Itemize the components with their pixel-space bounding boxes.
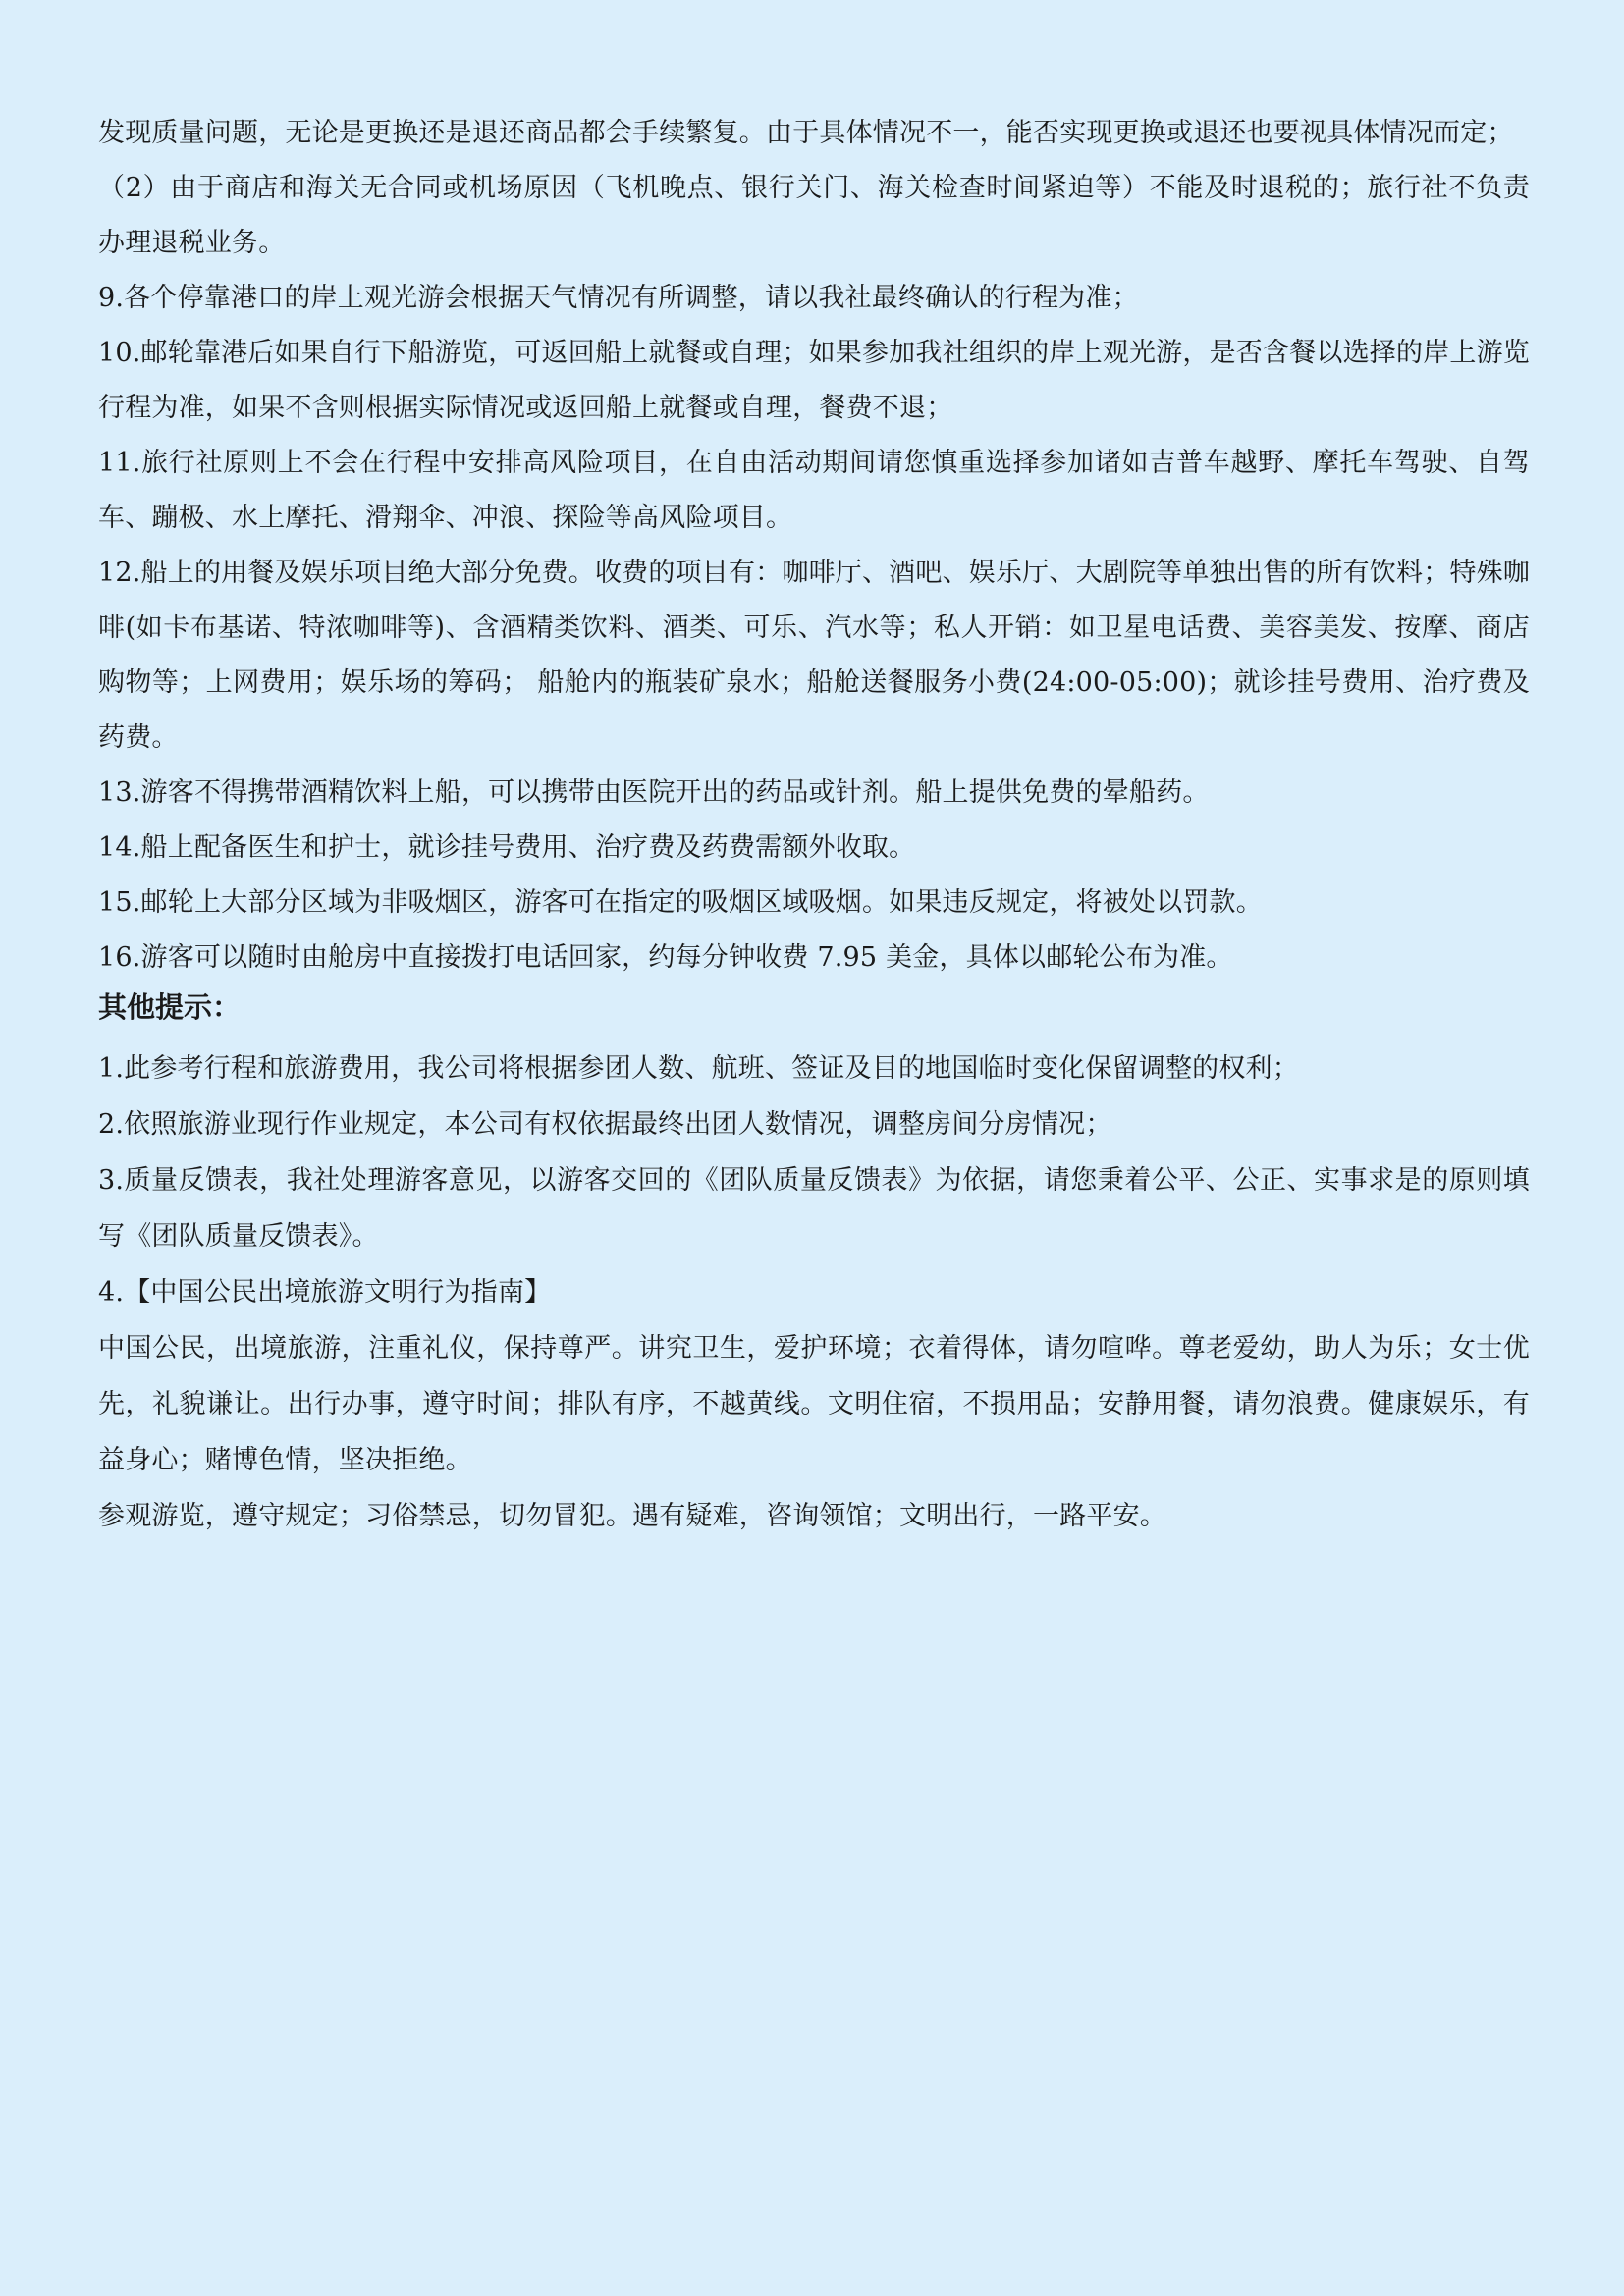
tip-paragraph: 1.此参考行程和旅游费用，我公司将根据参团人数、航班、签证及目的地国临时变化保留调整的权利；: [98, 1053, 1299, 1084]
other-tips-heading: 其他提示：: [98, 990, 242, 1024]
other-tips-section: [98, 986, 1530, 1544]
note-paragraph: 发现质量问题，无论是更换还是退还商品都会手续繁复。由于具体情况不一，能否实现更换或退还也要视具体情况而定；: [98, 118, 1514, 148]
tip-paragraph: 中国公民，出境旅游，注重礼仪，保持尊严。讲究卫生，爱护环境；衣着得体，请勿喧哗。尊老爱幼，助人为乐；女士优先，礼貌谦让。出行办事，遵守时间；排队有序，不越黄线。文明住宿，不损用品；安静用餐，请勿浪费。健康娱乐，有益身心；赌博色情，坚决拒绝。: [98, 1333, 1530, 1475]
note-paragraph: 16.游客可以随时由舱房中直接拨打电话回家，约每分钟收费 7.95 美金，具体以邮轮公布为准。: [98, 942, 1233, 973]
document-page: [98, 106, 1530, 1544]
note-paragraph: （2）由于商店和海关无合同或机场原因（飞机晚点、银行关门、海关检查时间紧迫等）不能及时退税的；旅行社不负责办理退税业务。: [98, 173, 1530, 258]
note-paragraph: 14.船上配备医生和护士，就诊挂号费用、治疗费及药费需额外收取。: [98, 832, 916, 863]
note-paragraph: 12.船上的用餐及娱乐项目绝大部分免费。收费的项目有：咖啡厅、酒吧、娱乐厅、大剧院等单独出售的所有饮料；特殊咖啡(如卡布基诺、特浓咖啡等)、含酒精类饮料、酒类、可乐、汽水等；私人开销：如卫星电话费、美容美发、按摩、商店购物等；上网费用；娱乐场的筹码； 船舱内的瓶装矿泉水；船舱送餐服务小费(24:00-05:00)；就诊挂号费用、治疗费及药费。: [98, 558, 1530, 753]
tip-paragraph: 4.【中国公民出境旅游文明行为指南】: [98, 1277, 552, 1308]
note-paragraph: 9.各个停靠港口的岸上观光游会根据天气情况有所调整，请以我社最终确认的行程为准；: [98, 283, 1139, 313]
tip-paragraph: 3.质量反馈表，我社处理游客意见，以游客交回的《团队质量反馈表》为依据，请您秉着公平、公正、实事求是的原则填写《团队质量反馈表》。: [98, 1165, 1530, 1252]
notes-section: [98, 106, 1530, 986]
tip-paragraph: 参观游览，遵守规定；习俗禁忌，切勿冒犯。遇有疑难，咨询领馆；文明出行，一路平安。: [98, 1501, 1166, 1531]
note-paragraph: 13.游客不得携带酒精饮料上船，可以携带由医院开出的药品或针剂。船上提供免费的晕船药。: [98, 777, 1210, 808]
tip-paragraph: 2.依照旅游业现行作业规定，本公司有权依据最终出团人数情况，调整房间分房情况；: [98, 1109, 1112, 1140]
note-paragraph: 10.邮轮靠港后如果自行下船游览，可返回船上就餐或自理；如果参加我社组织的岸上观光游，是否含餐以选择的岸上游览行程为准，如果不含则根据实际情况或返回船上就餐或自理，餐费不退；: [98, 338, 1530, 423]
note-paragraph: 15.邮轮上大部分区域为非吸烟区，游客可在指定的吸烟区域吸烟。如果违反规定，将被处以罚款。: [98, 887, 1263, 918]
note-paragraph: 11.旅行社原则上不会在行程中安排高风险项目，在自由活动期间请您慎重选择参加诸如吉普车越野、摩托车驾驶、自驾车、蹦极、水上摩托、滑翔伞、冲浪、探险等高风险项目。: [98, 448, 1530, 533]
